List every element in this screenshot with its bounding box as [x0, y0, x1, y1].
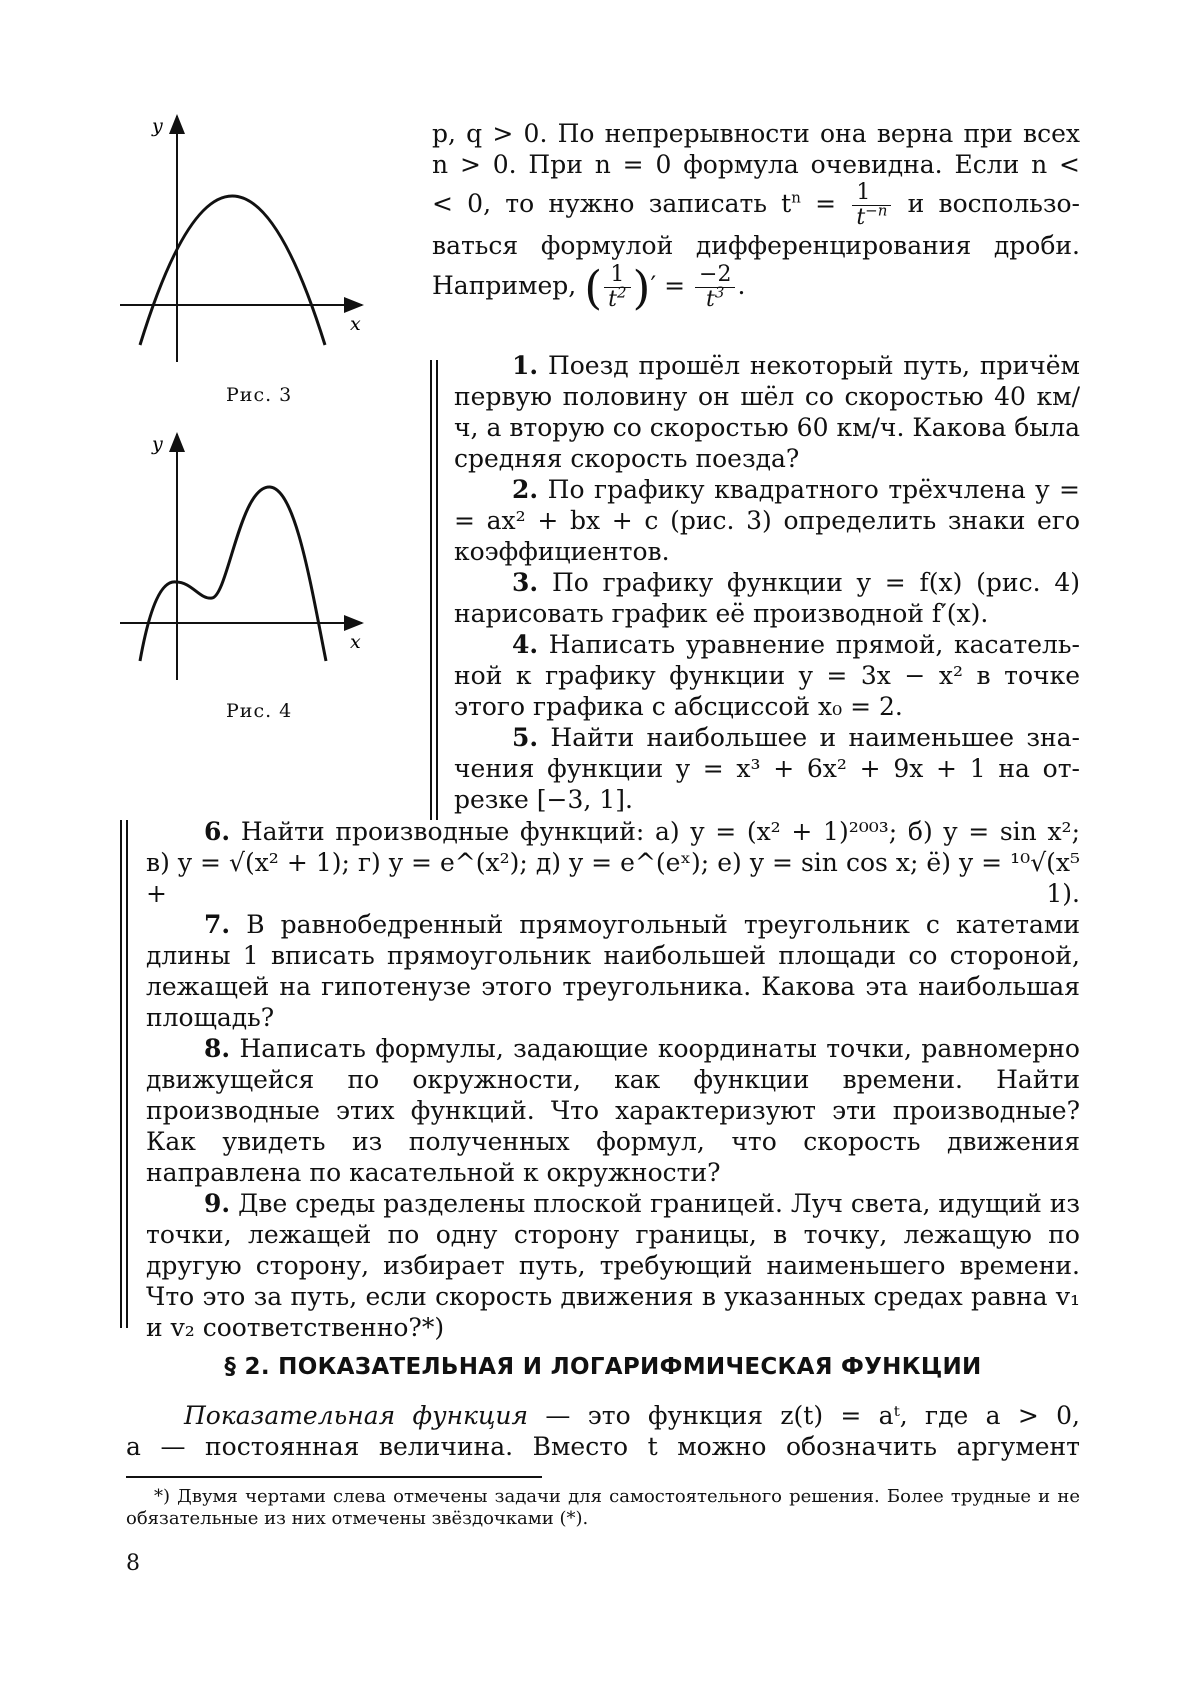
problem-6-line-1: 6. Найти производные функций: а) y = (x² + 1)²⁰⁰³; б) y = sin x²; — [204, 817, 1081, 846]
intro-paragraph — [432, 118, 1080, 315]
problem-1: 1. Поезд прошёл некоторый путь, причём первую половину он шёл со скоростью 40 км/ч, а вторую со скоростью 60 км/ч. Какова была средняя скорость поезда? — [454, 351, 1080, 473]
self-study-bar-3 — [120, 820, 122, 1328]
problem-7: 7. В равнобедренный прямоугольный треугольник с катетами длины 1 вписать прямоугольник наибольшей площади со стороной, лежащей на гипотенузе этого треугольника. Какова эта наибольшая площадь? — [146, 910, 1080, 1032]
figure-4-caption: Рис. 4 — [226, 700, 293, 722]
problem-2-line-2: = ax² + bx + c (рис. 3) определить знаки его — [454, 506, 1080, 535]
cubic-graph — [120, 430, 420, 690]
footnote: *) Двумя чертами слева отмечены задачи для самостоятельного решения. Более трудные и не обязательные из них отмечены звёздочками (*). — [126, 1486, 1080, 1529]
fraction-minus2-over-t3: $\frac{-2}{t^3}$ — [695, 263, 735, 312]
problem-9: 9. Две среды разделены плоской границей. Луч света, идущий из точки, лежащей по одну сторону границы, в точку, лежащую по другую сторону, избирает путь, требующий наименьшего времени. Что это за путь, если скорость движения в указанных средах равна v₁ и v₂ соответственно?*) — [146, 1189, 1081, 1342]
page-number: 8 — [126, 1551, 140, 1576]
problem-3-line-2: нарисовать график её производной f′(x). — [454, 599, 989, 628]
self-study-bar-1 — [430, 360, 432, 820]
figure-3 — [120, 112, 420, 372]
intro-line-5: Например, ( $\frac{1}{t^2}$ )′ = $\frac{-2}{t^3}$ . — [432, 260, 746, 315]
problem-6-line-2: в) y = √(x² + 1); г) y = e^(x²); д) y = e^(eˣ); е) y = sin cos x; ё) y = ¹⁰√(x⁵ + 1). — [146, 848, 1080, 908]
section-line-2: a — постоянная величина. Вместо t можно обозначить аргумент — [126, 1432, 1080, 1461]
self-study-bar-4 — [126, 820, 128, 1328]
x-axis-label: x — [350, 313, 361, 335]
problem-3-line-1: 3. По графику функции y = f(x) (рис. 4) — [512, 568, 1080, 597]
parabola-graph — [120, 112, 420, 372]
problems-1-5 — [454, 350, 1080, 815]
problems-6-9 — [146, 816, 1080, 1343]
term-exponential-function: Показательная функция — [184, 1401, 529, 1430]
y-axis-label: y — [152, 433, 163, 455]
problem-8: 8. Написать формулы, задающие координаты точки, равномерно движущейся по окружности, как функции времени. Найти производные этих функций. Что характеризуют эти производные? Как увидеть из полученных формул, что скорость движения направлена по касательной к окружности? — [146, 1034, 1080, 1187]
section-heading: § 2. ПОКАЗАТЕЛЬНАЯ И ЛОГАРИФМИЧЕСКАЯ ФУНКЦИИ — [224, 1354, 982, 1380]
intro-line-2: n > 0. При n = 0 формула очевидна. Если n < — [432, 150, 1080, 179]
footnote-rule — [126, 1476, 542, 1478]
x-axis-label: x — [350, 631, 361, 653]
problem-4-line-3: этого графика с абсциссой x₀ = 2. — [454, 692, 903, 721]
intro-line-4: ваться формулой дифференцирования дроби. — [432, 231, 1080, 260]
fraction-1-over-t2: $\frac{1}{t^2}$ — [604, 263, 630, 312]
problem-5-line-3: резке [−3, 1]. — [454, 785, 633, 814]
problem-4-line-2: ной к графику функции y = 3x − x² в точке — [454, 661, 1080, 690]
function-curve — [140, 487, 326, 661]
problem-2-line-3: коэффициентов. — [454, 537, 670, 566]
problem-2-line-1: 2. По графику квадратного трёхчлена y = — [512, 475, 1080, 504]
intro-line-1: p, q > 0. По непрерывности она верна при всех — [432, 119, 1080, 148]
figure-4 — [120, 430, 420, 690]
problem-5-line-1: 5. Найти наибольшее и наименьшее зна- — [512, 723, 1080, 752]
section-line-1: Показательная функция — это функция z(t) = aᵗ, где a > 0, — [184, 1401, 1080, 1430]
fraction-1-over-t-neg-n: $\frac{1}{t^{-n}}$ — [852, 181, 891, 230]
figure-3-caption: Рис. 3 — [226, 384, 293, 406]
section-body — [126, 1400, 1080, 1462]
problem-5-line-2: чения функции y = x³ + 6x² + 9x + 1 на от- — [454, 754, 1080, 783]
parabola-curve — [140, 196, 325, 345]
self-study-bar-2 — [436, 360, 438, 820]
y-axis-label: y — [152, 115, 163, 137]
intro-line-3: < 0, то нужно записать $t^n$ = $\frac{1}{t^{-n}}$ и воспользо- — [432, 180, 1080, 230]
problem-4-line-1: 4. Написать уравнение прямой, касатель- — [512, 630, 1080, 659]
